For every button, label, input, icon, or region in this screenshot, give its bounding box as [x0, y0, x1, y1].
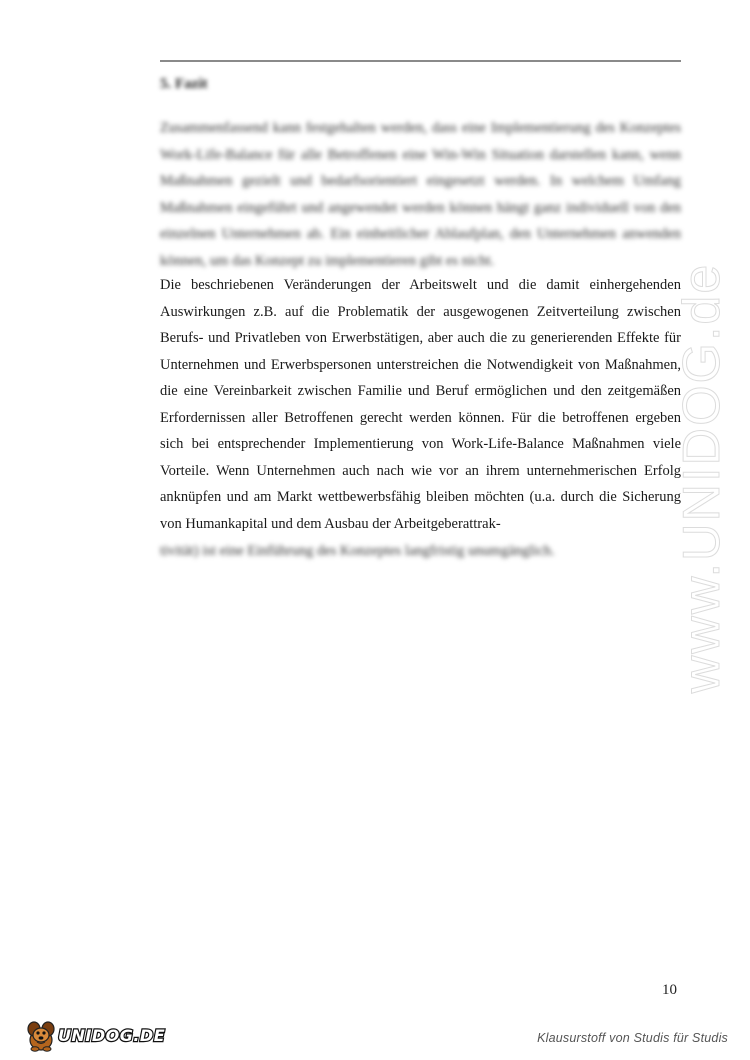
watermark: www.UNIDOG.de — [673, 262, 731, 694]
logo-text: UNIDOG.DE — [58, 1025, 166, 1045]
section-heading: 5. Fazit — [160, 76, 208, 92]
blurred-paragraph-end: tivität) ist eine Einführung des Konzeptes langfristig unumgänglich. — [160, 543, 555, 559]
unidog-logo[interactable] — [22, 1018, 165, 1052]
page-number: 10 — [662, 982, 677, 998]
visible-paragraph-text: Die beschriebenen Veränderungen der Arbeitswelt und die damit einhergehenden Auswirkungen z.B. auf die Problematik der ausgewogenen Zeitverteilung zwischen Berufs- und Privatleben von Erwerbstätigen, aber auch die zu generierenden Effekte für Unternehmen und Erwerbspersonen unterstreichen die Notwendigkeit von Maßnahmen, die eine Vereinbarkeit zwischen Familie und Beruf ermöglichen und den zeitgemäßen Erfordernissen aller Betroffenen gerecht werden können. Für die betroffenen ergeben sich bei entsprechender Implementierung von Work-Life-Balance Maßnahmen viele Vorteile. Wenn Unternehmen auch nach wie vor an ihrem unternehmerischen Erfolg anknüpfen und am Markt wettbewerbsfähig bleiben möchten (u.a. durch die Sicherung von Humankapital und dem Ausbau der Arbeitgeberattrak- — [160, 277, 681, 532]
header-rule — [160, 60, 681, 62]
visible-paragraph — [160, 272, 681, 537]
blurred-paragraph: Zusammenfassend kann festgehalten werden, dass eine Implementierung des Konzeptes Work-Life-Balance für alle Betroffenen eine Win-Win Situation darstellen kann, wenn Maßnahmen gezielt und bedarfsorientiert eingesetzt werden. In welchem Umfang Maßnahmen eingeführt und angewendet werden können hängt ganz individuell von den einzelnen Unternehmen ab. Ein einheitlicher Ablaufplan, den Unternehmen anwenden können, um das Konzept zu implementieren gibt es nicht. — [160, 120, 681, 269]
dog-mascot-icon — [22, 1018, 60, 1052]
footer-tagline: Klausurstoff von Studis für Studis — [537, 1031, 728, 1045]
